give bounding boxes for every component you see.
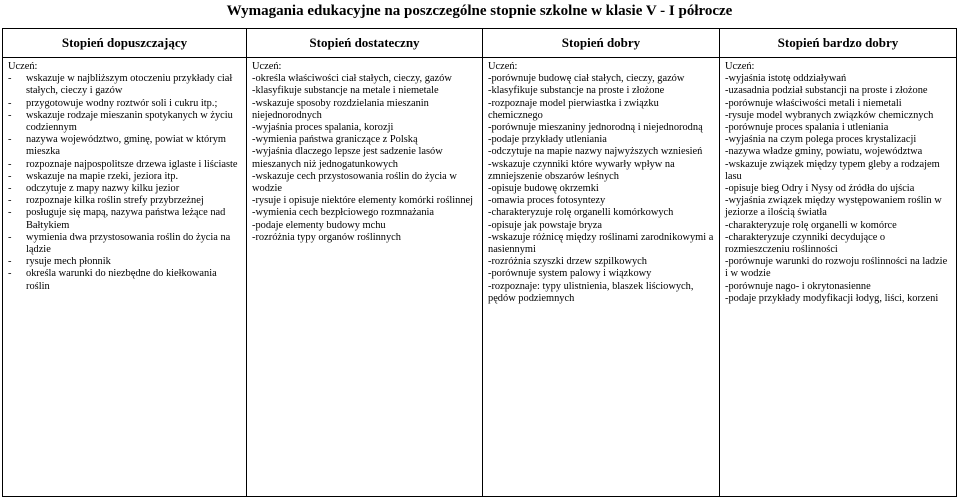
dash-bullet: - xyxy=(8,207,12,219)
cell-dostateczny xyxy=(247,58,483,497)
header-row xyxy=(3,29,957,58)
content-row xyxy=(3,58,957,497)
requirement-item: -opisuje budowę okrzemki xyxy=(488,183,599,195)
uczen-label: Uczeń: xyxy=(488,61,518,72)
requirement-text: wymienia dwa przystosowania roślin do życia na lądzie xyxy=(26,231,231,256)
requirement-item xyxy=(8,171,241,183)
requirement-item xyxy=(8,159,241,171)
requirement-item xyxy=(8,73,241,97)
dash-bullet: - xyxy=(8,109,12,121)
dash-bullet: - xyxy=(8,195,12,207)
dash-bullet: - xyxy=(8,73,12,85)
requirement-item xyxy=(8,110,241,134)
requirement-item: -rysuje i opisuje niektóre elementy komórki roślinnej xyxy=(252,195,474,207)
requirement-item: -nazywa władze gminy, powiatu, województwa xyxy=(725,146,923,158)
cell-bardzo-dobry xyxy=(720,58,957,497)
dash-bullet: - xyxy=(8,134,12,146)
requirement-item xyxy=(8,268,241,292)
requirement-item: -wskazuje czynniki które wywarły wpływ na zmniejszenie obszarów leśnych xyxy=(488,158,675,182)
uczen-label: Uczeń: xyxy=(8,61,38,72)
requirement-item: -porównuje budowę ciał stałych, cieczy, gazów xyxy=(488,73,685,85)
dash-bullet: - xyxy=(8,170,12,182)
requirement-item: -porównuje warunki do rozwoju roślinności na ladzie i w wodzie xyxy=(725,256,948,280)
requirement-item xyxy=(8,134,241,158)
requirement-text: rysuje mech płonnik xyxy=(26,256,111,268)
dash-bullet: - xyxy=(8,158,12,170)
requirement-item xyxy=(8,183,241,195)
cell-dobry xyxy=(483,58,720,497)
requirement-item: -rozpoznaje: typy ulistnienia, blaszek liściowych, pędów podziemnych xyxy=(488,280,694,304)
document-title: Wymagania edukacyjne na poszczególne stopnie szkolne w klasie V - I półrocze xyxy=(226,3,733,19)
requirement-item: -charakteryzuje czynniki decydujące o rozmieszczeniu roślinności xyxy=(725,231,886,256)
header-dostateczny: Stopień dostateczny xyxy=(247,29,483,58)
requirement-item: -wskazuje związek między typem gleby a rodzajem lasu xyxy=(725,158,940,182)
requirement-text: wskazuje na mapie rzeki, jeziora itp. xyxy=(26,170,179,182)
requirement-text: określa warunki do niezbędne do kiełkowania roślin xyxy=(26,268,217,292)
requirement-item xyxy=(8,232,241,256)
requirement-item: -rozróżnia typy organów roślinnych xyxy=(252,231,401,243)
requirement-item xyxy=(8,195,241,207)
requirement-item: -rozpoznaje model pierwiastka i związku chemicznego xyxy=(488,97,659,121)
requirement-item: -wymienia państwa graniczące z Polską xyxy=(252,134,418,146)
requirement-item: -wymienia cech bezpłciowego rozmnażania xyxy=(252,207,435,219)
requirement-item: -opisuje bieg Odry i Nysy od źródła do ujścia xyxy=(725,183,915,195)
requirement-text: odczytuje z mapy nazwy kilku jezior xyxy=(26,183,180,195)
requirement-item: -charakteryzuje rolę organelli w komórce xyxy=(725,219,897,231)
requirement-text: rozpoznaje najpospolitsze drzewa iglaste i liściaste xyxy=(26,158,238,170)
requirement-item: -porównuje mieszaniny jednorodną i niejednorodną xyxy=(488,122,703,134)
requirement-text: wskazuje rodzaje mieszanin spotykanych w życiu codziennym xyxy=(26,109,233,134)
requirement-item: -wskazuje różnicę między roślinami zarodnikowymi a nasiennymi xyxy=(488,231,714,256)
requirement-item: -omawia proces fotosyntezy xyxy=(488,195,606,207)
dash-bullet: - xyxy=(8,256,12,268)
requirement-item: -wyjaśnia związek między występowaniem roślin w jeziorze a ilością światła xyxy=(725,195,942,219)
dash-bullet: - xyxy=(8,183,12,195)
requirement-item: -klasyfikuje substancje na metale i niemetale xyxy=(252,85,439,97)
header-dobry: Stopień dobry xyxy=(483,29,720,58)
requirement-item: -podaje przykłady utleniania xyxy=(488,134,607,146)
requirement-item: -wyjaśnia istotę oddziaływań xyxy=(725,73,847,85)
requirement-item: -podaje przykłady modyfikacji łodyg, liści, korzeni xyxy=(725,292,939,304)
dash-bullet: - xyxy=(8,97,12,109)
requirement-item: -wyjaśnia na czym polega proces krystalizacji xyxy=(725,134,917,146)
requirement-item: -klasyfikuje substancje na proste i złożone xyxy=(488,85,665,97)
uczen-label: Uczeń: xyxy=(725,61,755,72)
requirement-text: rozpoznaje kilka roślin strefy przybrzeżnej xyxy=(26,195,204,207)
requirement-item xyxy=(8,256,241,268)
requirement-item: -uzasadnia podział substancji na proste i złożone xyxy=(725,85,928,97)
requirement-item: -porównuje nago- i okrytonasienne xyxy=(725,280,871,292)
requirement-item: -opisuje jak powstaje bryza xyxy=(488,219,602,231)
requirement-item: -określa właściwości ciał stałych, cieczy, gazów xyxy=(252,73,452,85)
header-dopuszczajacy: Stopień dopuszczający xyxy=(3,29,247,58)
requirements-table xyxy=(2,28,957,497)
requirement-text: przygotowuje wodny roztwór soli i cukru itp.; xyxy=(26,97,218,109)
uczen-label: Uczeń: xyxy=(252,61,282,72)
requirement-item: -podaje elementy budowy mchu xyxy=(252,219,386,231)
requirement-item: -rysuje model wybranych związków chemicznych xyxy=(725,109,934,121)
cell-dopuszczajacy xyxy=(3,58,247,497)
dash-bullet: - xyxy=(8,268,12,280)
requirement-item: -wskazuje sposoby rozdzielania mieszanin niejednorodnych xyxy=(252,97,429,121)
requirement-text: posługuje się mapą, nazywa państwa leżące nad Bałtykiem xyxy=(26,207,226,231)
requirement-item: -wskazuje cech przystosowania roślin do życia w wodzie xyxy=(252,170,457,195)
header-bardzo-dobry: Stopień bardzo dobry xyxy=(720,29,957,58)
requirement-item: -odczytuje na mapie nazwy najwyższych wzniesień xyxy=(488,146,703,158)
requirement-item: -rozróżnia szyszki drzew szpilkowych xyxy=(488,256,647,268)
requirement-item xyxy=(8,98,241,110)
requirement-text: nazywa województwo, gminę, powiat w którym mieszka xyxy=(26,134,226,158)
requirement-item: -porównuje proces spalania i utleniania xyxy=(725,122,889,134)
requirement-item: -porównuje system palowy i wiązkowy xyxy=(488,268,652,280)
requirement-text: wskazuje w najbliższym otoczeniu przykłady ciał stałych, cieczy i gazów xyxy=(26,73,233,97)
requirement-item: -charakteryzuje rolę organelli komórkowych xyxy=(488,207,674,219)
requirement-item: -wyjaśnia dlaczego lepsze jest sadzenie lasów mieszanych niż jednogatunkowych xyxy=(252,146,443,170)
requirement-item: -porównuje właściwości metali i niemetali xyxy=(725,97,902,109)
requirement-item xyxy=(8,207,241,231)
dash-bullet: - xyxy=(8,231,12,243)
requirement-item: -wyjaśnia proces spalania, korozji xyxy=(252,122,394,134)
